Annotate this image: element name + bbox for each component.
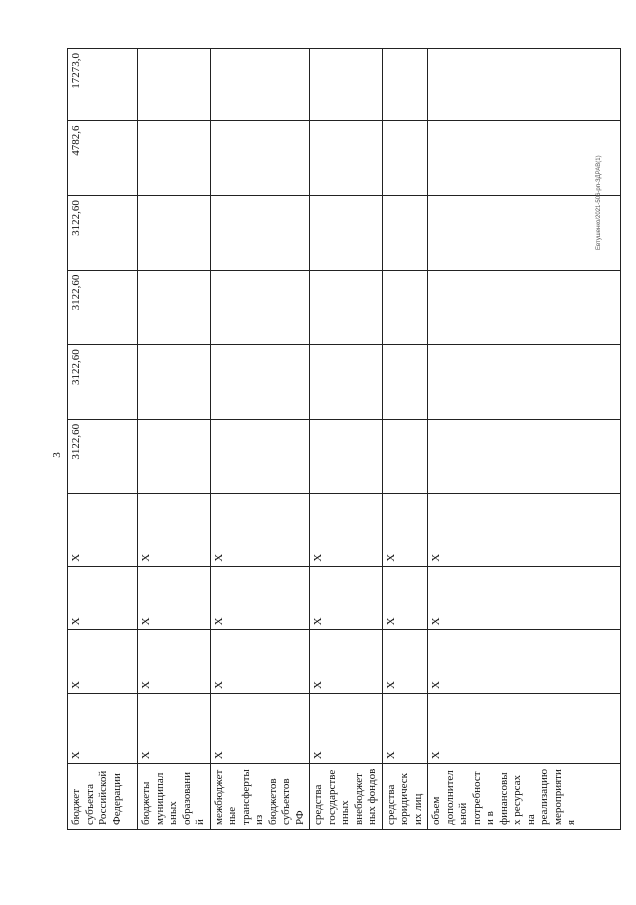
table-row — [310, 49, 383, 830]
cell-empty — [382, 419, 428, 494]
cell-empty — [428, 121, 621, 196]
cell-empty — [210, 345, 310, 420]
table-row — [428, 49, 621, 830]
cell-empty — [428, 270, 621, 345]
cell-amount: 3122,60 — [68, 196, 138, 271]
cell-empty — [310, 419, 383, 494]
cell-empty — [210, 49, 310, 122]
cell-empty — [310, 196, 383, 271]
cell-x-mark: X — [428, 494, 621, 566]
cell-x-mark: X — [382, 494, 428, 566]
cell-x-mark: X — [210, 494, 310, 566]
cell-amount: 3122,60 — [68, 270, 138, 345]
cell-x-mark: X — [382, 566, 428, 630]
row-label: средства государственных внебюджетных фондов — [310, 764, 383, 830]
cell-x-mark: X — [68, 630, 138, 694]
cell-empty — [210, 270, 310, 345]
cell-x-mark: X — [138, 566, 211, 630]
cell-empty — [382, 270, 428, 345]
cell-x-mark: X — [210, 694, 310, 764]
cell-empty — [138, 196, 211, 271]
page-number: 3 — [50, 452, 63, 458]
cell-empty — [428, 345, 621, 420]
cell-empty — [382, 196, 428, 271]
cell-x-mark: X — [310, 566, 383, 630]
row-label: бюджет субъекта Российской Федерации — [68, 764, 138, 830]
cell-x-mark: X — [382, 630, 428, 694]
cell-empty — [382, 121, 428, 196]
cell-amount: 17273,0 — [68, 49, 138, 122]
cell-empty — [210, 121, 310, 196]
table-row — [210, 49, 310, 830]
cell-x-mark: X — [138, 694, 211, 764]
cell-empty — [382, 345, 428, 420]
rotated-page-content — [67, 48, 577, 830]
cell-empty — [310, 270, 383, 345]
cell-empty — [310, 345, 383, 420]
cell-x-mark: X — [310, 694, 383, 764]
cell-x-mark: X — [382, 694, 428, 764]
cell-empty — [138, 345, 211, 420]
cell-empty — [138, 49, 211, 122]
cell-amount: 3122,60 — [68, 419, 138, 494]
row-label: бюджеты муниципальных образований — [138, 764, 211, 830]
cell-amount: 3122,60 — [68, 345, 138, 420]
cell-empty — [210, 419, 310, 494]
cell-x-mark: X — [428, 630, 621, 694]
cell-x-mark: X — [210, 566, 310, 630]
cell-x-mark: X — [310, 630, 383, 694]
table-row — [382, 49, 428, 830]
cell-empty — [210, 196, 310, 271]
cell-empty — [428, 196, 621, 271]
row-label: объем дополнительной потребности в финансовых ресурсах на реализацию мероприятия — [428, 764, 621, 830]
row-label: межбюджетные трансферты из бюджетов субъектов РФ — [210, 764, 310, 830]
cell-x-mark: X — [68, 694, 138, 764]
cell-x-mark: X — [68, 566, 138, 630]
cell-x-mark: X — [68, 494, 138, 566]
cell-x-mark: X — [138, 494, 211, 566]
document-watermark: Евтушенко/2021-506-рп-ЗДРАВ(1) — [596, 155, 602, 250]
table-row — [138, 49, 211, 830]
row-label: средства юридических лиц — [382, 764, 428, 830]
cell-empty — [428, 49, 621, 122]
cell-empty — [138, 121, 211, 196]
cell-empty — [428, 419, 621, 494]
cell-empty — [382, 49, 428, 122]
cell-amount: 4782,6 — [68, 121, 138, 196]
cell-x-mark: X — [428, 566, 621, 630]
cell-empty — [310, 49, 383, 122]
cell-x-mark: X — [428, 694, 621, 764]
financing-table — [67, 48, 621, 830]
cell-x-mark: X — [138, 630, 211, 694]
table-row — [68, 49, 138, 830]
cell-empty — [138, 419, 211, 494]
cell-empty — [138, 270, 211, 345]
cell-x-mark: X — [310, 494, 383, 566]
cell-x-mark: X — [210, 630, 310, 694]
cell-empty — [310, 121, 383, 196]
